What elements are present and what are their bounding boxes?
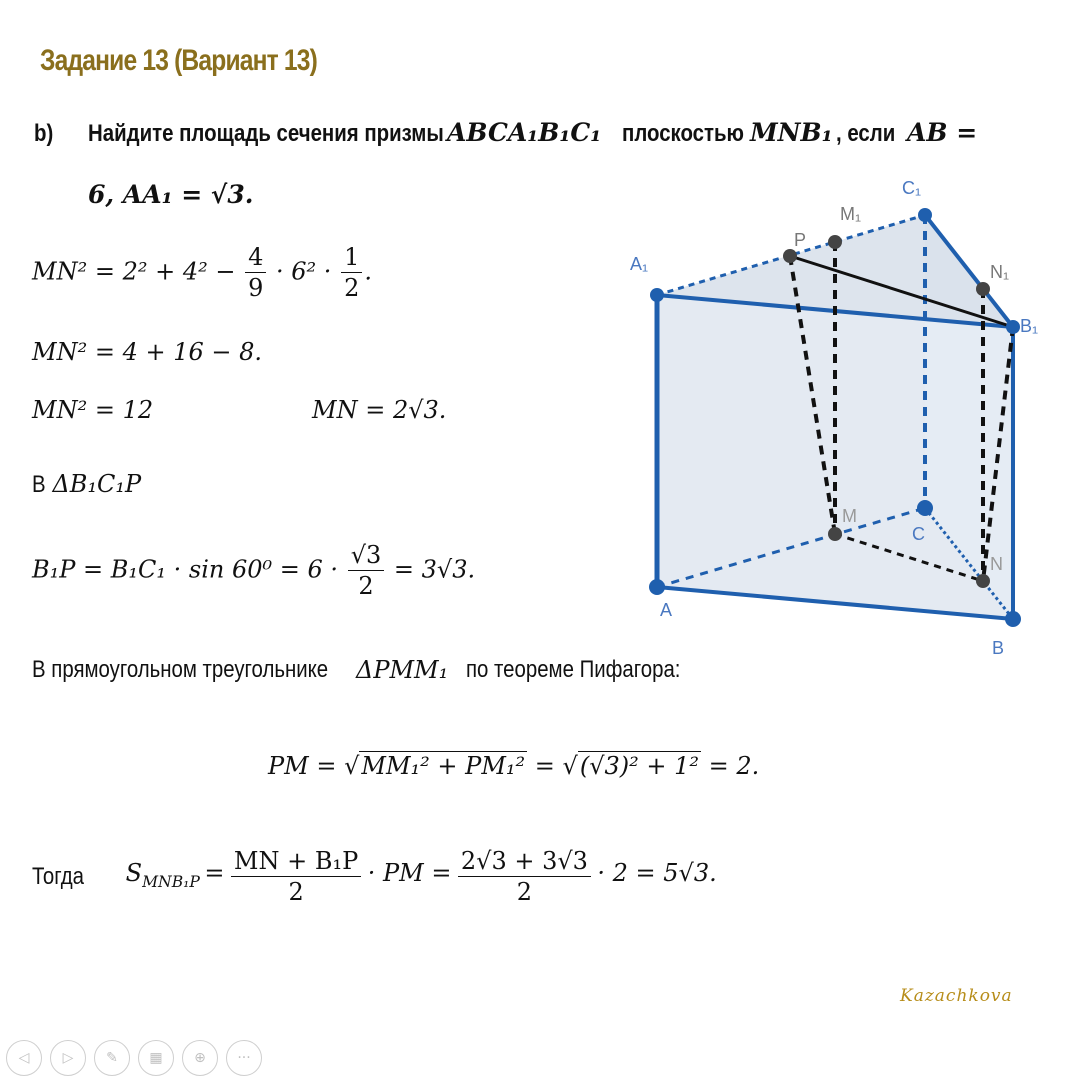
task-label: b) — [34, 120, 54, 147]
task-text-1: Найдите площадь сечения призмы — [88, 120, 444, 147]
label-c1: C₁ — [902, 178, 922, 198]
prism-figure — [610, 170, 1050, 670]
point-n1 — [976, 282, 990, 296]
eq-mn-squared-3: MN² = 12 — [32, 396, 154, 424]
point-b — [1005, 611, 1021, 627]
eq-pm: PM = √MM₁² + PM₁² = √(√3)² + 1² = 2. — [268, 752, 760, 780]
point-c1 — [918, 208, 932, 222]
slides-icon[interactable]: ▦ — [138, 1040, 174, 1076]
label-m1: M₁ — [840, 204, 862, 224]
pythagoras-line: В прямоугольном треугольнике — [32, 656, 329, 683]
label-p: P — [794, 230, 807, 250]
task-text-plane: плоскостью — [622, 120, 744, 147]
slide-title: Задание 13 (Вариант 13) — [40, 44, 317, 77]
label-m: M — [842, 506, 857, 526]
label-b: B — [992, 638, 1005, 658]
author-signature: Kazachkova — [900, 986, 1013, 1006]
eq-b1p: B₁P = B₁C₁ · sin 60⁰ = 6 · $\frac{√3}{2}$ = 3√3. — [32, 541, 476, 601]
point-m1 — [828, 235, 842, 249]
more-icon[interactable]: ··· — [226, 1040, 262, 1076]
zoom-icon[interactable]: ⊕ — [182, 1040, 218, 1076]
task-text-if: , если — [836, 120, 896, 147]
label-c: C — [912, 524, 925, 544]
task-plane: MNB₁ — [750, 118, 833, 147]
point-p — [783, 249, 797, 263]
point-a1 — [650, 288, 664, 302]
in-triangle-line: В ΔB₁C₁P — [32, 470, 142, 498]
prev-icon[interactable]: ◁ — [6, 1040, 42, 1076]
eq-mn-squared-1: MN² = 2² + 4² − $\frac{4}{9}$ · 6² · $\frac{1}{2}$ . — [32, 243, 372, 303]
pythagoras-after: по теореме Пифагора: — [466, 656, 681, 683]
pen-icon[interactable]: ✎ — [94, 1040, 130, 1076]
label-n: N — [990, 554, 1003, 574]
point-c — [917, 500, 933, 516]
point-m — [828, 527, 842, 541]
label-a1: A₁ — [630, 254, 649, 274]
task-cond1: AB = — [907, 118, 978, 147]
point-a — [649, 579, 665, 595]
point-b1 — [1006, 320, 1020, 334]
eq-mn-squared-2: MN² = 4 + 16 − 8. — [32, 338, 263, 366]
point-n — [976, 574, 990, 588]
eq-mn-value: MN = 2√3. — [312, 396, 447, 424]
label-b1: B₁ — [1020, 316, 1039, 336]
slide-nav — [6, 1040, 262, 1076]
final-area: Тогда $S_{MNB_1P}$ = $\frac{\text{MN + B₁P}}{2}$ · PM = $\frac{2√3 + 3√3}{2}$ · 2 = 5√3. — [32, 847, 717, 907]
label-a: A — [660, 600, 673, 620]
pythagoras-triangle: ΔPMM₁ — [356, 656, 449, 684]
next-icon[interactable]: ▷ — [50, 1040, 86, 1076]
label-n1: N₁ — [990, 262, 1010, 282]
task-prism: ABCA₁B₁C₁ — [447, 118, 602, 147]
task-cond2: 6, AA₁ = √3. — [88, 180, 254, 209]
